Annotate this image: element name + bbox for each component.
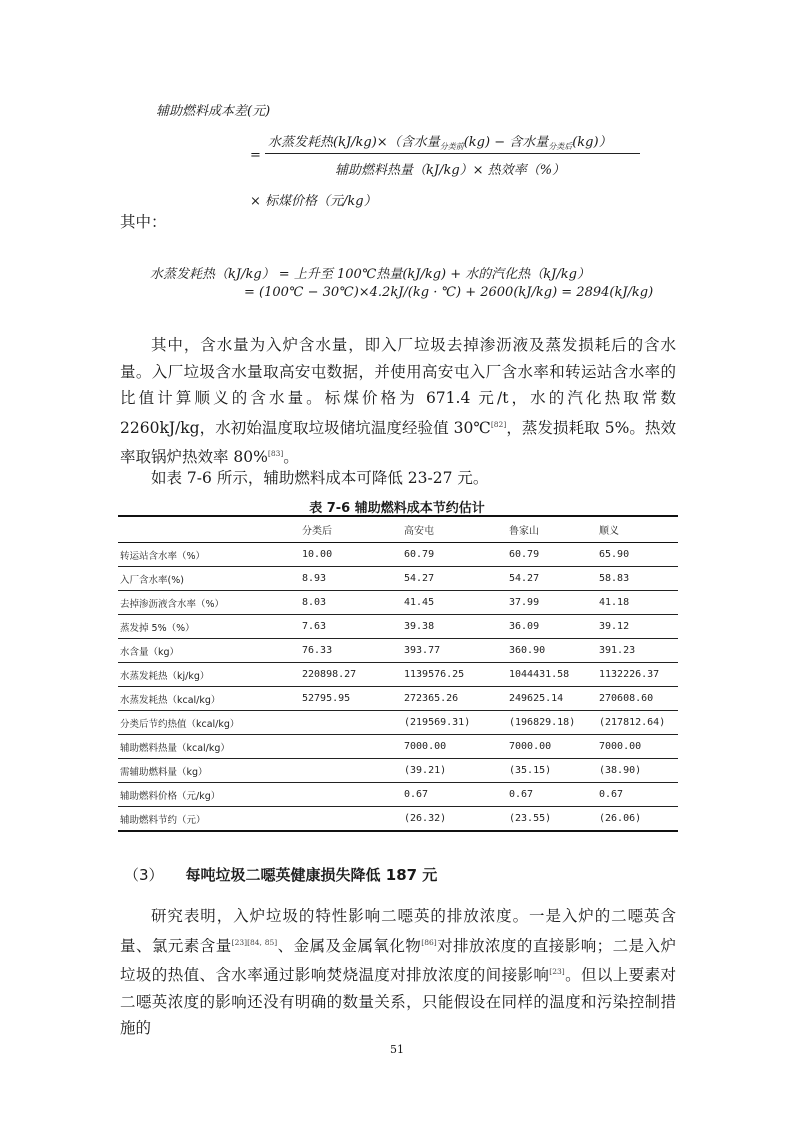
table-cell: (35.15) [507,759,597,783]
table-row [118,807,678,832]
table-cell: 393.77 [402,639,507,663]
table-cell: 7000.00 [507,735,597,759]
table-cell [300,759,402,783]
table-cell: 0.67 [402,783,507,807]
header-cell: 顺义 [597,516,678,543]
table-cell: (219569.31) [402,711,507,735]
formula2-line2: = (100℃ − 30℃)×4.2kJ/(kg · ℃) + 2600(kJ/kg) = 2894(kJ/kg) [244,285,654,300]
table-cell: 272365.26 [402,687,507,711]
table-cell [300,711,402,735]
table-cell: (26.06) [597,807,678,832]
table-row [118,783,678,807]
formula-lhs: 辅助燃料成本差(元) [156,104,271,119]
table-cell [300,807,402,832]
header-cell [118,516,300,543]
table-cell: 1044431.58 [507,663,597,687]
table-cell: (39.21) [402,759,507,783]
table-header-row [118,516,678,543]
formula-tail: × 标煤价格（元/kg） [250,194,377,209]
table-cell: 0.67 [597,783,678,807]
row-label: 辅助燃料热量（kcal/kg） [118,735,300,759]
row-label: 转运站含水率（%） [118,543,300,567]
table-cell: 10.00 [300,543,402,567]
table-cell: 58.83 [597,567,678,591]
section-title: 每吨垃圾二噁英健康损失降低 187 元 [185,866,438,884]
row-label: 入厂含水率(%) [118,567,300,591]
table-cell: 1132226.37 [597,663,678,687]
table-row [118,687,678,711]
row-label: 蒸发掉 5%（%） [118,615,300,639]
row-label: 分类后节约热值（kcal/kg） [118,711,300,735]
table-cell: 76.33 [300,639,402,663]
table-cell: 8.03 [300,591,402,615]
table-cell: 60.79 [507,543,597,567]
row-label: 需辅助燃料量（kg） [118,759,300,783]
table-cell: 7.63 [300,615,402,639]
table-row [118,591,678,615]
table-cell: 360.90 [507,639,597,663]
table-row [118,615,678,639]
table-row [118,759,678,783]
table-cell: 391.23 [597,639,678,663]
table-row [118,543,678,567]
table-row [118,735,678,759]
table-cell: (196829.18) [507,711,597,735]
table-cell: 41.18 [597,591,678,615]
table-cell: (38.90) [597,759,678,783]
header-cell: 分类后 [300,516,402,543]
header-cell: 高安屯 [402,516,507,543]
table-cell: 1139576.25 [402,663,507,687]
row-label: 辅助燃料节约（元） [118,807,300,832]
header-cell: 鲁家山 [507,516,597,543]
row-label: 水蒸发耗热（kcal/kg） [118,687,300,711]
page-number: 51 [390,1043,404,1056]
table-cell: 39.38 [402,615,507,639]
section-heading [124,864,437,885]
formula-equals: = [250,148,261,163]
table-cell: 220898.27 [300,663,402,687]
table-row [118,711,678,735]
label-qizhong: 其中： [120,213,167,231]
table-cell: 52795.95 [300,687,402,711]
row-label: 辅助燃料价格（元/kg） [118,783,300,807]
table-cell: (26.32) [402,807,507,832]
table-cell: 270608.60 [597,687,678,711]
table-cell: 39.12 [597,615,678,639]
table-cell: 41.45 [402,591,507,615]
table-cell: 7000.00 [597,735,678,759]
table-cell: 37.99 [507,591,597,615]
table-cell: 8.93 [300,567,402,591]
table-cell [300,735,402,759]
row-label: 水含量（kg） [118,639,300,663]
table-cell: (23.55) [507,807,597,832]
table-cell: 54.27 [507,567,597,591]
table-row [118,567,678,591]
table-cell: 0.67 [507,783,597,807]
table-cell: 54.27 [402,567,507,591]
table-row [118,639,678,663]
table-cell: 7000.00 [402,735,507,759]
paragraph-moisture: 其中，含水量为入炉含水量，即入厂垃圾去掉渗沥液及蒸发损耗后的含水量。入厂垃圾含水量取高安屯数据，并使用高安屯入厂含水率和转运站含水率的比值计算顺义的含水量。标煤价格为 671.4 元/t，水的汽化热取常数 2260kJ/kg，水初始温度取垃圾储坑温度经验值 30℃[82]，蒸发损耗取 5%。热效率取锅炉热效率 80%[83]。 [120,336,676,466]
table-cell: 60.79 [402,543,507,567]
paragraph-dioxin: 研究表明，入炉垃圾的特性影响二噁英的排放浓度。一是入炉的二噁英含量、氯元素含量[23][84, 85]、金属及金属氧化物[86]对排放浓度的直接影响；二是入炉垃圾的热值、含水率通过影响焚烧温度对排放浓度的间接影响[23]。但以上要素对二噁英浓度的影响还没有明确的数量关系，只能假设在同样的温度和污染控制措施的 [120,907,676,1037]
fraction-bar [265,153,640,154]
table-cell: 36.09 [507,615,597,639]
formula-numerator: 水蒸发耗热(kJ/kg)×（含水量$_{分类前}$(kg) − 含水量$_{分类后}$(kg)） [268,135,612,151]
fuel-cost-table [118,515,678,832]
formula-denominator: 辅助燃料热量（kJ/kg）× 热效率（%） [335,163,566,178]
formula2-line1: 水蒸发耗热（kJ/kg） = 上升至 100℃热量(kJ/kg) + 水的汽化热（kJ/kg） [150,267,590,282]
table-caption: 表 7-6 辅助燃料成本节约估计 [309,501,485,516]
paragraph-table-intro: 如表 7-6 所示，辅助燃料成本可降低 23-27 元。 [151,469,489,487]
row-label: 去掉渗沥液含水率（%） [118,591,300,615]
row-label: 水蒸发耗热（kj/kg） [118,663,300,687]
table-cell: (217812.64) [597,711,678,735]
table-cell: 65.90 [597,543,678,567]
table-cell [300,783,402,807]
table-cell: 249625.14 [507,687,597,711]
table-row [118,663,678,687]
section-number: （3） [124,866,164,884]
